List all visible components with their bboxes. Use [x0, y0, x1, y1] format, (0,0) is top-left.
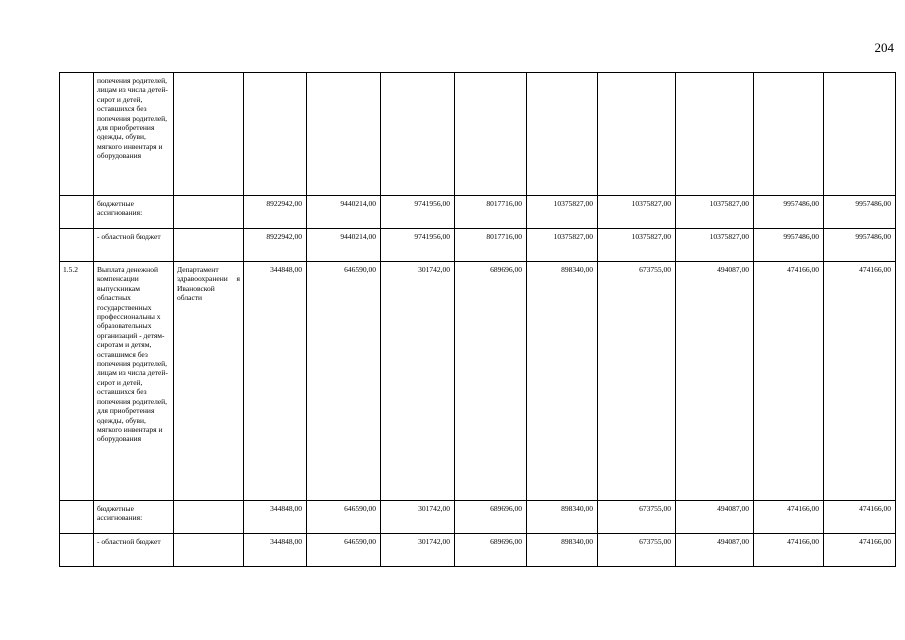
- amount-cell: [527, 73, 598, 196]
- amount-cell: 898340,00: [527, 262, 598, 501]
- amount-cell: 474166,00: [824, 262, 896, 501]
- page-number: 204: [874, 40, 894, 55]
- executor-cell: [174, 501, 244, 534]
- amount-cell: [307, 73, 381, 196]
- amount-cell: 646590,00: [307, 534, 381, 567]
- amount-cell: [824, 73, 896, 196]
- amount-cell: 8922942,00: [244, 229, 307, 262]
- amount-cell: 689696,00: [455, 534, 527, 567]
- table-row: [60, 196, 896, 229]
- description-cell: - областной бюджет: [94, 534, 174, 567]
- amount-cell: 494087,00: [676, 534, 754, 567]
- amount-cell: 474166,00: [754, 534, 824, 567]
- table-row: [60, 534, 896, 567]
- amount-cell: 474166,00: [824, 534, 896, 567]
- row-index-cell: [60, 73, 94, 196]
- executor-cell: [174, 73, 244, 196]
- amount-cell: 344848,00: [244, 501, 307, 534]
- amount-cell: [598, 73, 676, 196]
- amount-cell: 494087,00: [676, 501, 754, 534]
- amount-cell: 10375827,00: [527, 229, 598, 262]
- description-cell: попечения родителей, лицам из числа детей-сирот и детей, оставшихся без попечения родителей, для приобретения одежды, обуви, мягкого инвентаря и оборудования: [94, 73, 174, 196]
- description-cell: бюджетные ассигнования:: [94, 196, 174, 229]
- amount-cell: 689696,00: [455, 501, 527, 534]
- amount-cell: 10375827,00: [527, 196, 598, 229]
- amount-cell: 673755,00: [598, 534, 676, 567]
- amount-cell: [455, 73, 527, 196]
- amount-cell: [244, 73, 307, 196]
- amount-cell: 9440214,00: [307, 229, 381, 262]
- amount-cell: 344848,00: [244, 534, 307, 567]
- description-cell: Выплата денежной компенсации выпускникам областных государственных профессиональны х образовательных организаций - детям-сиротам и детям, оставшимся без попечения родителей, лицам из числа детей-сирот и детей, оставшихся без попечения родителей, для приобретения одежды, обуви, мягкого инвентаря и оборудования: [94, 262, 174, 501]
- table-row: [60, 501, 896, 534]
- executor-cell: Департамент здравоохранени я Ивановской области: [174, 262, 244, 501]
- amount-cell: 301742,00: [381, 262, 455, 501]
- amount-cell: 898340,00: [527, 534, 598, 567]
- description-cell: - областной бюджет: [94, 229, 174, 262]
- row-index-cell: [60, 534, 94, 567]
- amount-cell: 9741956,00: [381, 196, 455, 229]
- amount-cell: [754, 73, 824, 196]
- amount-cell: 301742,00: [381, 501, 455, 534]
- amount-cell: 646590,00: [307, 501, 381, 534]
- amount-cell: 474166,00: [824, 501, 896, 534]
- row-index-cell: [60, 196, 94, 229]
- amount-cell: 10375827,00: [676, 196, 754, 229]
- table-row: [60, 262, 896, 501]
- amount-cell: [381, 73, 455, 196]
- row-index-cell: [60, 229, 94, 262]
- amount-cell: 9957486,00: [754, 229, 824, 262]
- amount-cell: 673755,00: [598, 501, 676, 534]
- amount-cell: 10375827,00: [676, 229, 754, 262]
- amount-cell: 8017716,00: [455, 229, 527, 262]
- amount-cell: 474166,00: [754, 501, 824, 534]
- amount-cell: 9957486,00: [754, 196, 824, 229]
- row-index-cell: 1.5.2: [60, 262, 94, 501]
- amount-cell: 673755,00: [598, 262, 676, 501]
- description-cell: бюджетные ассигнования:: [94, 501, 174, 534]
- row-index-cell: [60, 501, 94, 534]
- amount-cell: 9957486,00: [824, 196, 896, 229]
- amount-cell: 301742,00: [381, 534, 455, 567]
- table-row: [60, 73, 896, 196]
- amount-cell: 8922942,00: [244, 196, 307, 229]
- amount-cell: 9741956,00: [381, 229, 455, 262]
- amount-cell: 689696,00: [455, 262, 527, 501]
- amount-cell: 9440214,00: [307, 196, 381, 229]
- amount-cell: 10375827,00: [598, 229, 676, 262]
- table-row: [60, 229, 896, 262]
- amount-cell: 344848,00: [244, 262, 307, 501]
- amount-cell: 494087,00: [676, 262, 754, 501]
- executor-cell: [174, 534, 244, 567]
- amount-cell: 646590,00: [307, 262, 381, 501]
- amount-cell: 9957486,00: [824, 229, 896, 262]
- amount-cell: 898340,00: [527, 501, 598, 534]
- amount-cell: 10375827,00: [598, 196, 676, 229]
- executor-cell: [174, 229, 244, 262]
- executor-cell: [174, 196, 244, 229]
- amount-cell: 474166,00: [754, 262, 824, 501]
- amount-cell: 8017716,00: [455, 196, 527, 229]
- budget-table: [59, 72, 896, 567]
- amount-cell: [676, 73, 754, 196]
